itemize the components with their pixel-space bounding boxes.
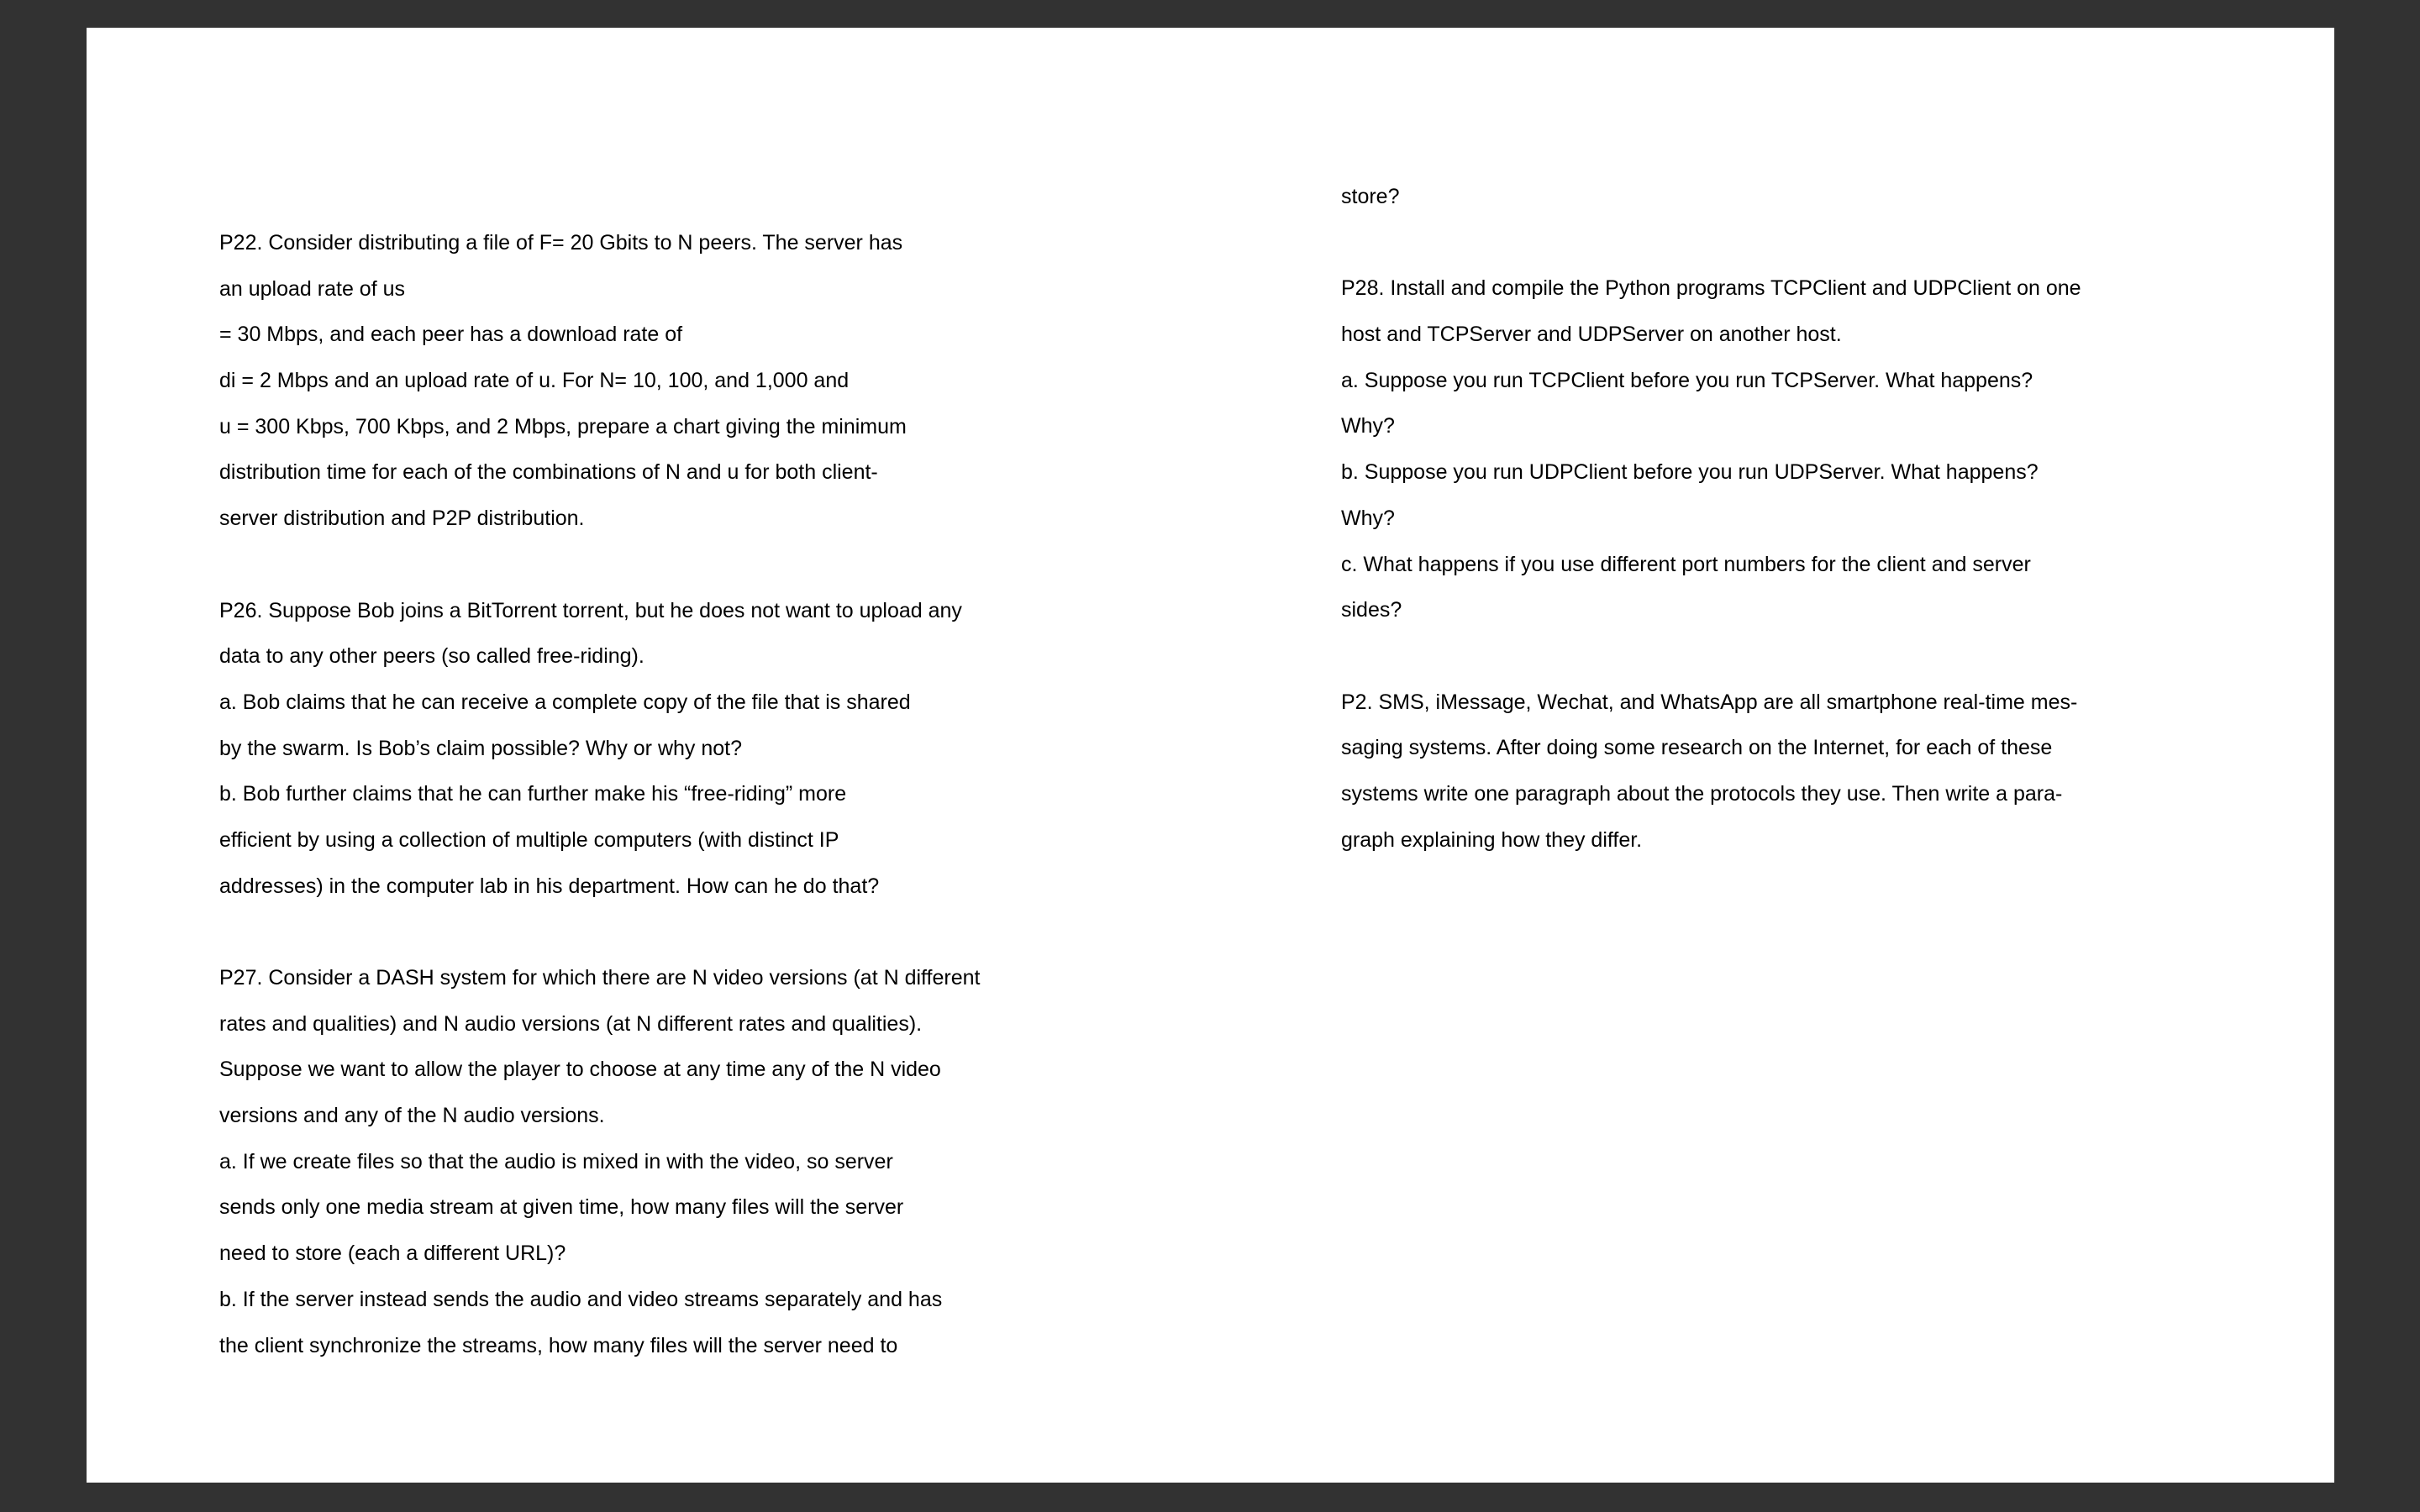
text-line: = 30 Mbps, and each peer has a download rate of — [219, 323, 683, 347]
text-line: distribution time for each of the combinations of N and u for both client- — [219, 460, 878, 485]
text-line: systems write one paragraph about the protocols they use. Then write a para- — [1341, 781, 2063, 806]
text-line: a. If we create files so that the audio is mixed in with the video, so server — [219, 1149, 893, 1173]
text-line: rates and qualities) and N audio versions (at N different rates and qualities). — [219, 1011, 923, 1036]
paragraph-gap — [1341, 220, 2181, 266]
text-line: P2. SMS, iMessage, Wechat, and WhatsApp are all smartphone real-time mes- — [1341, 690, 2078, 714]
text-line: Why? — [1341, 414, 1395, 438]
text-line: by the swarm. Is Bob’s claim possible? Why or why not? — [219, 736, 743, 760]
text-line: c. What happens if you use different port numbers for the client and server — [1341, 552, 2031, 576]
document-page — [87, 28, 2334, 1483]
text-line: server distribution and P2P distribution. — [219, 507, 585, 531]
text-line: P26. Suppose Bob joins a BitTorrent torrent, but he does not want to upload any — [219, 598, 962, 622]
text-line: the client synchronize the streams, how many files will the server need to — [219, 1333, 898, 1357]
paragraph-gap — [219, 542, 1060, 588]
text-line: a. Bob claims that he can receive a complete copy of the file that is shared — [219, 690, 911, 714]
text-line: host and TCPServer and UDPServer on another host. — [1341, 323, 1842, 347]
text-line: versions and any of the N audio versions. — [219, 1104, 605, 1128]
text-line: graph explaining how they differ. — [1341, 827, 1643, 852]
text-line: addresses) in the computer lab in his department. How can he do that? — [219, 874, 880, 898]
text-line: data to any other peers (so called free-riding). — [219, 644, 644, 669]
right-column — [1341, 174, 2181, 863]
text-line: need to store (each a different URL)? — [219, 1242, 566, 1266]
text-line: di = 2 Mbps and an upload rate of u. For N= 10, 100, and 1,000 and — [219, 369, 850, 393]
text-line: store? — [1341, 185, 1400, 208]
text-line: b. Suppose you run UDPClient before you run UDPServer. What happens? — [1341, 460, 2039, 485]
text-line: a. Suppose you run TCPClient before you run TCPServer. What happens? — [1341, 368, 2033, 392]
left-column — [219, 220, 1060, 1368]
text-line: b. If the server instead sends the audio and video streams separately and has — [219, 1287, 943, 1311]
text-line: P27. Consider a DASH system for which there are N video versions (at N different — [219, 966, 981, 990]
text-line: Suppose we want to allow the player to choose at any time any of the N video — [219, 1058, 941, 1082]
text-line: an upload rate of us — [219, 276, 405, 301]
text-line: P22. Consider distributing a file of F= 20 Gbits to N peers. The server has — [219, 231, 903, 255]
text-line: Why? — [1341, 506, 1395, 530]
text-line: efficient by using a collection of multiple computers (with distinct IP — [219, 827, 839, 852]
text-line: sends only one media stream at given time, how many files will the server — [219, 1195, 904, 1220]
text-line: P28. Install and compile the Python programs TCPClient and UDPClient on one — [1341, 276, 2081, 301]
paragraph-gap — [219, 909, 1060, 955]
text-line: b. Bob further claims that he can further make his “free-riding” more — [219, 782, 847, 806]
text-line: saging systems. After doing some research on the Internet, for each of these — [1341, 736, 2053, 760]
paragraph-gap — [1341, 633, 2181, 680]
text-line: sides? — [1341, 598, 1402, 622]
text-line: u = 300 Kbps, 700 Kbps, and 2 Mbps, prepare a chart giving the minimum — [219, 414, 907, 438]
